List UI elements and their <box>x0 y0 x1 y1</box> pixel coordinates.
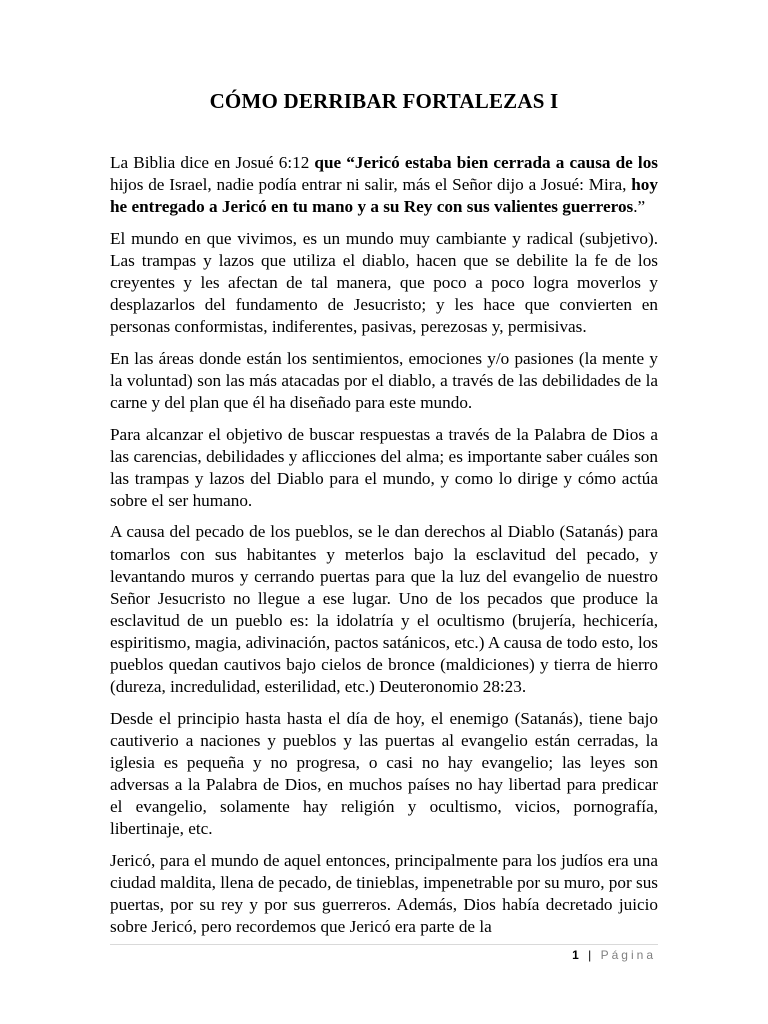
quote-bold-1: que “Jericó estaba bien cerrada a causa de los <box>314 153 658 172</box>
paragraph-7: Jericó, para el mundo de aquel entonces, principalmente para los judíos era una ciudad maldita, llena de pecado, de tinieblas, impenetrable por su muro, por sus puertas, por su rey y por sus guerreros. Además, Dios había decretado juicio sobre Jericó, pero recordemos que Jericó era parte de la <box>110 850 658 936</box>
document-body <box>110 152 658 948</box>
footer-separator: | <box>588 948 595 962</box>
paragraph-3: En las áreas donde están los sentimientos, emociones y/o pasiones (la mente y la voluntad) son las más atacadas por el diablo, a través de las debilidades de la carne y del plan que él ha diseñado para este mundo. <box>110 348 658 412</box>
page-title: CÓMO DERRIBAR FORTALEZAS I <box>209 89 559 113</box>
footer-divider <box>110 944 658 945</box>
paragraph-1-end: .” <box>633 197 646 217</box>
paragraph-2: El mundo en que vivimos, es un mundo muy cambiante y radical (subjetivo). Las trampas y lazos que utiliza el diablo, hacen que se debilite la fe de los creyentes y les afectan de tal manera, que poco a poco logra moverlos y desplazarlos del fundamento de Jesucristo; y les hace que convierten en personas conformistas, indiferentes, pasivas, perezosas y, permisivas. <box>110 228 658 337</box>
paragraph-1-middle: hijos de Israel, nadie podía entrar ni salir, más el Señor dijo a Josué: Mira, <box>110 175 632 195</box>
paragraph-5: A causa del pecado de los pueblos, se le dan derechos al Diablo (Satanás) para tomarlos con sus habitantes y meterlos bajo la esclavitud del pecado, y levantando muros y cerrando puertas para que la luz del evangelio de nuestro Señor Jesucristo no llegue a ese lugar. Uno de los pecados que produce la esclavitud de un pueblo es: la idolatría y el ocultismo (brujería, hechicería, espiritismo, magia, adivinación, pactos satánicos, etc.) A causa de todo esto, los pueblos quedan cautivos bajo cielos de bronce (maldiciones) y tierra de hierro (dureza, incredulidad, esterilidad, etc.) Deuteronomio 28:23. <box>110 522 658 697</box>
paragraph-6: Desde el principio hasta hasta el día de hoy, el enemigo (Satanás), tiene bajo cautiverio a naciones y pueblos y las puertas al evangelio están cerradas, la iglesia es pequeña y no progresa, o casi no hay evangelio; las leyes son adversas a la Palabra de Dios, en muchos países no hay libertad para predicar el evangelio, solamente hay religión y ocultismo, vicios, pornografía, libertinaje, etc. <box>110 708 658 839</box>
paragraph-1-lead: La Biblia dice en Josué 6:12 <box>110 153 315 172</box>
paragraph-4: Para alcanzar el objetivo de buscar respuestas a través de la Palabra de Dios a las carencias, debilidades y aflicciones del alma; es importante saber cuáles son las trampas y lazos del Diablo para el mundo, y como lo dirige y cómo actúa sobre el ser humano. <box>110 424 658 510</box>
page-footer <box>572 948 656 962</box>
page-label: Página <box>600 948 656 962</box>
paragraph-1 <box>110 152 658 218</box>
quote-bold-2: hoy he entregado a Jericó en tu mano y a su Rey con sus valientes guerreros <box>110 175 658 217</box>
page-number: 1 <box>572 948 582 962</box>
